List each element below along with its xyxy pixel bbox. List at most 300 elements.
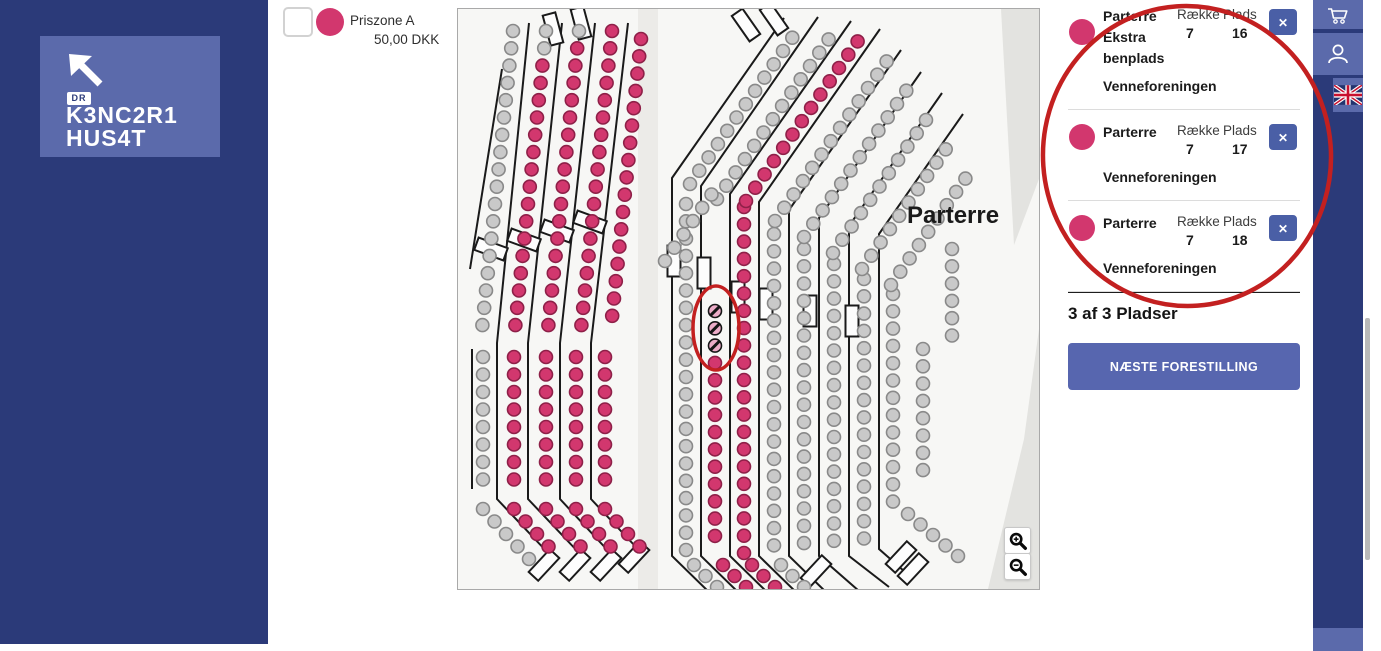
seat[interactable] [584,232,597,245]
seat[interactable] [858,376,871,389]
seat-map-svg[interactable] [458,9,1039,589]
seat[interactable] [711,138,724,151]
seat[interactable] [508,351,521,364]
language-button[interactable] [1333,78,1363,112]
seat[interactable] [680,267,693,280]
seat[interactable] [787,188,800,201]
seat[interactable] [946,277,959,290]
seat[interactable] [680,301,693,314]
seat[interactable] [814,88,827,101]
seat[interactable] [570,421,583,434]
seat[interactable] [570,438,583,451]
seat[interactable] [946,312,959,325]
seat[interactable] [520,215,533,228]
seat[interactable] [865,249,878,262]
seat[interactable] [480,284,493,297]
seat[interactable] [575,319,588,332]
seat[interactable] [881,111,894,124]
seat[interactable] [853,151,866,164]
seat[interactable] [586,215,599,228]
seat[interactable] [477,473,490,486]
seat[interactable] [534,76,547,89]
seat[interactable] [917,446,930,459]
seat[interactable] [499,94,512,107]
seat[interactable] [709,391,722,404]
seat[interactable] [738,512,751,525]
seat[interactable] [758,71,771,84]
seat[interactable] [828,396,841,409]
seat[interactable] [680,422,693,435]
seat[interactable] [828,327,841,340]
seat[interactable] [478,301,491,314]
seat[interactable] [532,94,545,107]
seat[interactable] [477,438,490,451]
seat[interactable] [768,262,781,275]
seat[interactable] [796,175,809,188]
seat[interactable] [798,312,811,325]
seat[interactable] [668,241,681,254]
seat[interactable] [776,99,789,112]
seat[interactable] [891,98,904,111]
seat[interactable] [518,232,531,245]
seat[interactable] [487,215,500,228]
seat[interactable] [558,163,571,176]
seat[interactable] [711,581,724,590]
seat[interactable] [498,111,511,124]
seat[interactable] [599,438,612,451]
seat[interactable] [798,519,811,532]
seat[interactable] [523,553,536,566]
seat[interactable] [798,537,811,550]
seat[interactable] [758,168,771,181]
seat[interactable] [748,139,761,152]
seat[interactable] [777,45,790,58]
seat[interactable] [798,416,811,429]
seat[interactable] [917,360,930,373]
account-button[interactable] [1313,33,1363,75]
seat[interactable] [709,478,722,491]
seat[interactable] [950,185,963,198]
seat[interactable] [887,461,900,474]
seat[interactable] [738,287,751,300]
seat[interactable] [902,508,915,521]
seat[interactable] [709,495,722,508]
seat[interactable] [851,35,864,48]
seat[interactable] [813,46,826,59]
seat[interactable] [768,435,781,448]
seat[interactable] [858,324,871,337]
seat[interactable] [680,353,693,366]
seat[interactable] [489,198,502,211]
seat[interactable] [492,163,505,176]
seat[interactable] [709,529,722,542]
seat[interactable] [768,279,781,292]
seat[interactable] [508,438,521,451]
seat[interactable] [588,198,601,211]
seat[interactable] [854,207,867,220]
seat[interactable] [513,284,526,297]
seat[interactable] [917,464,930,477]
seat[interactable] [912,239,925,252]
seat[interactable] [496,128,509,141]
seat[interactable] [494,146,507,159]
seat[interactable] [828,361,841,374]
seat[interactable] [570,456,583,469]
seat[interactable] [946,243,959,256]
seat[interactable] [738,547,751,560]
seat[interactable] [570,473,583,486]
seat[interactable] [589,180,602,193]
seat[interactable] [617,206,630,219]
seat[interactable] [633,540,646,553]
seat[interactable] [828,309,841,322]
seat[interactable] [738,218,751,231]
seat[interactable] [565,94,578,107]
seat[interactable] [540,421,553,434]
seat[interactable] [627,102,640,115]
seat[interactable] [680,249,693,262]
seat[interactable] [798,398,811,411]
seat[interactable] [768,539,781,552]
seat[interactable] [540,503,553,516]
seat[interactable] [538,42,551,55]
seat[interactable] [620,171,633,184]
seat[interactable] [508,368,521,381]
next-show-button[interactable]: NÆSTE FORESTILLING [1068,343,1300,390]
seat[interactable] [828,292,841,305]
seat[interactable] [606,25,619,38]
seat[interactable] [769,215,782,228]
seat[interactable] [516,249,529,262]
seat[interactable] [570,403,583,416]
seat[interactable] [508,503,521,516]
seat[interactable] [508,386,521,399]
seat[interactable] [883,223,896,236]
seat[interactable] [531,528,544,541]
seat[interactable] [477,368,490,381]
seat[interactable] [477,421,490,434]
page-scrollbar-thumb[interactable] [1365,318,1370,560]
seat[interactable] [917,343,930,356]
seat[interactable] [519,515,532,528]
seat[interactable] [862,82,875,95]
seat[interactable] [917,377,930,390]
seat[interactable] [858,428,871,441]
seat[interactable] [485,232,498,245]
seat[interactable] [939,143,952,156]
seat[interactable] [828,482,841,495]
seat[interactable] [858,359,871,372]
seat[interactable] [477,503,490,516]
seat[interactable] [749,181,762,194]
zoom-in-button[interactable] [1004,527,1031,554]
seat[interactable] [798,231,811,244]
seat[interactable] [927,529,940,542]
seat[interactable] [600,76,613,89]
seat[interactable] [887,426,900,439]
seat[interactable] [858,342,871,355]
seat[interactable] [930,156,943,169]
seat[interactable] [768,349,781,362]
remove-ticket-button[interactable] [1269,124,1297,150]
seat[interactable] [921,169,934,182]
seat[interactable] [680,457,693,470]
seat[interactable] [522,198,535,211]
seat[interactable] [680,336,693,349]
seat[interactable] [842,48,855,61]
seat[interactable] [569,59,582,72]
seat[interactable] [766,113,779,126]
seat[interactable] [738,425,751,438]
seat[interactable] [597,111,610,124]
seat[interactable] [626,119,639,132]
seat[interactable] [768,487,781,500]
seat[interactable] [798,243,811,256]
seat[interactable] [540,456,553,469]
seat[interactable] [544,301,557,314]
seat[interactable] [560,146,573,159]
seat[interactable] [777,141,790,154]
seat[interactable] [828,534,841,547]
seat[interactable] [599,456,612,469]
seat[interactable] [699,570,712,583]
seat[interactable] [602,59,615,72]
seat[interactable] [609,275,622,288]
seat[interactable] [709,426,722,439]
seat[interactable] [903,252,916,265]
seat[interactable] [864,193,877,206]
seat[interactable] [887,409,900,422]
seat[interactable] [702,151,715,164]
seat[interactable] [768,522,781,535]
seat[interactable] [604,42,617,55]
seat[interactable] [477,403,490,416]
seat[interactable] [551,232,564,245]
seat[interactable] [901,140,914,153]
seat[interactable] [834,121,847,134]
seat[interactable] [546,284,559,297]
seat[interactable] [509,319,522,332]
cart-button[interactable] [1313,0,1363,29]
seat[interactable] [570,386,583,399]
seat[interactable] [768,314,781,327]
remove-ticket-button[interactable] [1269,9,1297,35]
seat[interactable] [952,550,965,563]
seat[interactable] [798,294,811,307]
seat[interactable] [525,163,538,176]
seat[interactable] [872,124,885,137]
seat[interactable] [511,540,524,553]
seat[interactable] [768,383,781,396]
seat[interactable] [828,431,841,444]
seat[interactable] [828,379,841,392]
seat[interactable] [887,478,900,491]
seat[interactable] [570,368,583,381]
seat[interactable] [740,195,753,208]
seat[interactable] [500,528,513,541]
seat[interactable] [622,154,635,167]
seat[interactable] [917,394,930,407]
seat[interactable] [798,581,811,590]
seat[interactable] [786,570,799,583]
seat[interactable] [858,290,871,303]
seat[interactable] [738,529,751,542]
seat[interactable] [618,188,631,201]
seat[interactable] [579,284,592,297]
seat[interactable] [490,180,503,193]
seat[interactable] [599,503,612,516]
seat[interactable] [757,570,770,583]
seat[interactable] [786,31,799,44]
seat[interactable] [795,115,808,128]
seat[interactable] [815,148,828,161]
seat[interactable] [582,249,595,262]
seat[interactable] [567,76,580,89]
seat[interactable] [885,279,898,292]
seat[interactable] [768,331,781,344]
seat[interactable] [798,260,811,273]
seat[interactable] [738,408,751,421]
seat[interactable] [540,351,553,364]
seat[interactable] [613,240,626,253]
seat[interactable] [680,388,693,401]
seat[interactable] [571,42,584,55]
seat[interactable] [887,357,900,370]
seat[interactable] [914,518,927,531]
seat[interactable] [599,386,612,399]
seat[interactable] [852,95,865,108]
seat[interactable] [900,84,913,97]
seat[interactable] [827,247,840,260]
seat[interactable] [946,260,959,273]
seat[interactable] [709,443,722,456]
seat[interactable] [595,128,608,141]
seat[interactable] [563,528,576,541]
seat[interactable] [564,111,577,124]
seat[interactable] [778,201,791,214]
seat-map[interactable] [457,8,1040,590]
seat[interactable] [858,446,871,459]
seat[interactable] [629,84,642,97]
seat[interactable] [608,292,621,305]
seat[interactable] [540,403,553,416]
seat[interactable] [894,265,907,278]
seat[interactable] [833,62,846,75]
seat[interactable] [488,515,501,528]
seat[interactable] [768,297,781,310]
seat[interactable] [873,180,886,193]
seat[interactable] [680,526,693,539]
seat[interactable] [738,495,751,508]
seat[interactable] [804,60,817,73]
seat[interactable] [680,319,693,332]
seat[interactable] [768,504,781,517]
seat[interactable] [738,252,751,265]
seat[interactable] [738,443,751,456]
seat[interactable] [709,460,722,473]
seat[interactable] [845,220,858,233]
seat[interactable] [659,255,672,268]
seat[interactable] [843,108,856,121]
seat[interactable] [768,366,781,379]
seat[interactable] [570,351,583,364]
seat[interactable] [828,344,841,357]
seat[interactable] [858,497,871,510]
seat[interactable] [680,474,693,487]
seat[interactable] [680,198,693,211]
seat[interactable] [946,329,959,342]
seat[interactable] [920,114,933,127]
seat[interactable] [794,73,807,86]
seat[interactable] [599,368,612,381]
seat[interactable] [610,515,623,528]
seat[interactable] [680,492,693,505]
seat[interactable] [738,153,751,166]
seat[interactable] [680,544,693,557]
seat[interactable] [798,329,811,342]
seat[interactable] [624,136,637,149]
seat[interactable] [680,371,693,384]
seat[interactable] [828,275,841,288]
seat[interactable] [481,267,494,280]
seat[interactable] [593,528,606,541]
seat[interactable] [581,515,594,528]
seat[interactable] [893,209,906,222]
logo[interactable] [40,36,220,157]
seat[interactable] [887,322,900,335]
seat[interactable] [946,294,959,307]
seat[interactable] [959,172,972,185]
seat[interactable] [798,433,811,446]
seat[interactable] [880,55,893,68]
seat[interactable] [606,309,619,322]
seat[interactable] [549,249,562,262]
seat[interactable] [536,59,549,72]
seat[interactable] [757,126,770,139]
seat[interactable] [740,581,753,590]
seat[interactable] [529,128,542,141]
seat[interactable] [508,421,521,434]
seat[interactable] [604,540,617,553]
seat[interactable] [887,374,900,387]
seat[interactable] [615,223,628,236]
seat[interactable] [580,267,593,280]
seat[interactable] [540,438,553,451]
seat[interactable] [553,215,566,228]
seat[interactable] [856,263,869,276]
seat[interactable] [562,128,575,141]
seat[interactable] [739,98,752,111]
seat[interactable] [746,559,759,572]
seat[interactable] [686,215,699,228]
seat[interactable] [728,570,741,583]
seat[interactable] [730,111,743,124]
seat[interactable] [709,408,722,421]
seat[interactable] [887,443,900,456]
seat[interactable] [508,473,521,486]
seat[interactable] [858,532,871,545]
seat[interactable] [738,374,751,387]
seat[interactable] [523,180,536,193]
seat[interactable] [858,515,871,528]
seat[interactable] [798,364,811,377]
seat[interactable] [693,164,706,177]
seat[interactable] [823,75,836,88]
seat[interactable] [540,473,553,486]
seat[interactable] [717,559,730,572]
seat[interactable] [738,391,751,404]
seat[interactable] [775,559,788,572]
